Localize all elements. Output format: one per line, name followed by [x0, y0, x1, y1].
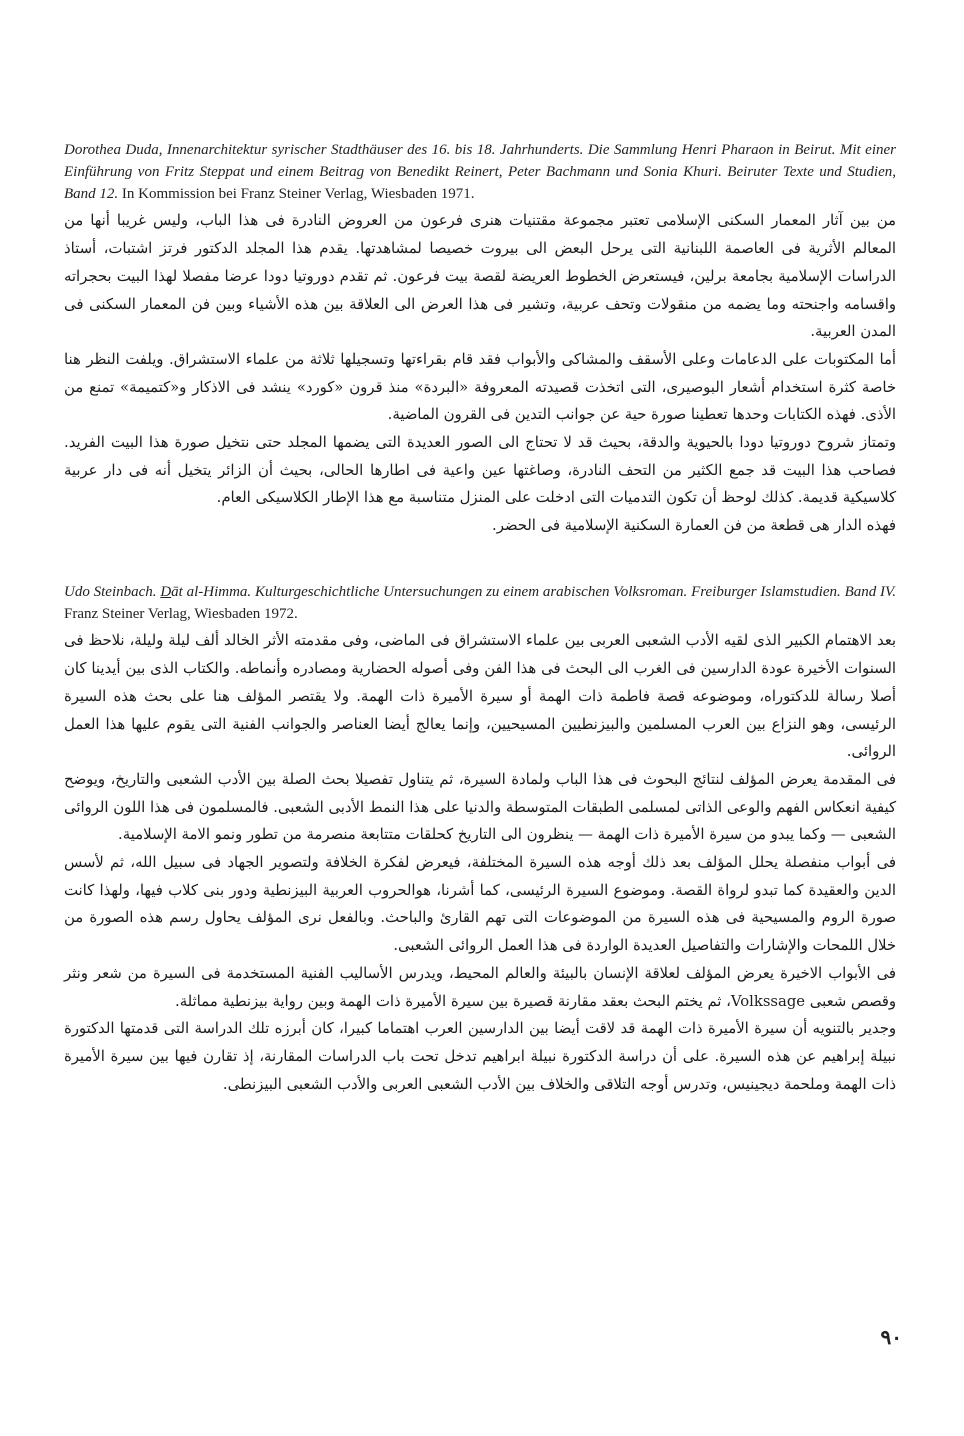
review-1-author: Dorothea Duda, — [64, 142, 167, 158]
review-2-subtitle: Kulturgeschichtliche Untersuchungen zu einem arabischen Volksroman. Freiburger Islamstudien. Band IV. — [251, 583, 897, 600]
review-1 — [64, 140, 896, 540]
review-1-paragraph: وتمتاز شروح دوروتيا دودا بالحيوية والدقة، بحيث قد لا تحتاج الى الصور العديدة التى يضمها المجلد حتى نتخيل صورة هذا البيت الفريد. فصاحب هذا البيت قد جمع الكثير من التحف النادرة، وصاغتها عين واعية فى اطارها الحالى، بحيث أن الزائر يتخيل أنه فى دار عربية كلاسيكية قديمة. كذلك لوحظ أن تكون التدميات التى ادخلت على المنزل متناسبة مع هذا الإطار الكلاسيكى العام. — [64, 434, 896, 507]
section-gap — [64, 540, 896, 582]
review-1-text — [64, 207, 896, 539]
review-2-paragraph: فى أبواب منفصلة يحلل المؤلف بعد ذلك أوجه هذه السيرة المختلفة، فيعرض لفكرة الخلافة ولتصوير الجهاد فى سبيل الله، ثم لأسس الدين والعقيدة كما تبدو لرواة القصة. وموضوع السيرة الرئيسى، كما أشرنا، هوالحروب العربية البيزنطية ودور بنى كلاب فيها، ولهذا كانت صورة الروم والمسيحية فى هذه السيرة من الموضوعات التى تهم القارئ والباحث. وبالفعل نرى المؤلف يحاول رسم هذه الصورة من خلال اللمحات والإشارات والتفاصيل العديدة الواردة فى هذا العمل الروائى الشعبى. — [64, 854, 896, 955]
review-2-publisher: Franz Steiner Verlag, Wiesbaden 1972. — [64, 605, 298, 622]
page-number: ٩٠ — [880, 1325, 902, 1349]
review-2-text — [64, 627, 896, 1098]
review-2-paragraph: بعد الاهتمام الكبير الذى لقيه الأدب الشعبى العربى بين علماء الاستشراق فى الماضى، وفى مقدمته الأثر الخالد ألف ليلة وليلة، نلاحظ فى السنوات الأخيرة عودة الدارسين فى الغرب الى البحث فى هذا الفن وفى أصوله الحضارية ومصادره وأنماطه. والكتاب الذى بين أيدينا كان أصلا رسالة للدكتوراه، وموضوعه قصة فاطمة ذات الهمة أو سيرة الأميرة ذات الهمة. ولا يقتصر المؤلف هنا على بحث هذه السيرة الرئيسى، وهو النزاع بين العرب المسلمين والبيزنطيين المسيحيين، وإنما يعالج أيضا العناصر والجوانب الفنية التى يقوم عليها هذا العمل الروائى. — [64, 632, 896, 761]
review-2-paragraph: فى الأبواب الاخيرة يعرض المؤلف لعلاقة الإنسان بالبيئة والعالم المحيط، ويدرس الأساليب الفنية المستخدمة فى السيرة من شعر ونثر وقصص شعبى Volkssage، ثم يختم البحث بعقد مقارنة قصيرة بين سيرة الأميرة ذات الهمة وبين رواية بيزنطية مماثلة. — [64, 964, 896, 1010]
review-1-paragraph: فهذه الدار هى قطعة من فن العمارة السكنية الإسلامية فى الحضر. — [492, 517, 896, 535]
review-2-title: āt al-Himma. — [171, 583, 252, 600]
review-2-author: Udo Steinbach. — [64, 583, 161, 600]
review-2-paragraph: فى المقدمة يعرض المؤلف لنتائج البحوث فى هذا الباب ولمادة السيرة، ثم يتناول تفصيلا بحث الصلة بين الأدب الشعبى والتاريخ، ويوضح كيفية انعكاس الفهم والوعى الذاتى لمسلمى الطبقات المتوسطة والدنيا على هذا النمط الأدبى الشعبى. فالمسلمون فى هذا اللون الروائى الشعبى — وكما يبدو من سيرة الأميرة ذات الهمة — ينظرون الى التاريخ كحلقات متتابعة منصرمة من تطور ونمو الامة الإسلامية. — [64, 770, 896, 844]
review-2-paragraph: وجدير بالتنويه أن سيرة الأميرة ذات الهمة قد لاقت أيضا بين الدارسين العرب اهتماما كبيرا، كان أبرزه تلك الدراسة التى قدمتها الدكتورة نبيلة إبراهيم عن هذه السيرة. على أن دراسة الدكتورة نبيلة ابراهيم تدخل تحت باب الدراسات المقارنة، إذ تقارن فيها بين سيرة الأميرة ذات الهمة وملحمة ديجينيس، وتدرس أوجه التلاقى والخلاف بين الأدب الشعبى العربى والأدب الشعبى البيزنطى. — [64, 1020, 896, 1093]
review-2-citation — [64, 582, 896, 626]
review-2-title-initial: D — [160, 583, 172, 600]
review-1-title: Innenarchitektur syrischer Stadthäuser des 16. bis 18. Jahrhunderts. Die Sammlung Henri Pharaon in Beirut. Mit einer Einführung von Fritz Steppat und einem Beitrag von Benedikt Reinert, Peter Bachmann und Sonia Khuri. Beiruter Texte und Studien, Band 12. — [64, 142, 896, 202]
review-1-publisher: In Kommission bei Franz Steiner Verlag, Wiesbaden 1971. — [118, 185, 475, 202]
review-2 — [64, 582, 896, 1099]
review-1-paragraph: من بين آثار المعمار السكنى الإسلامى تعتبر مجموعة مقتنيات هنرى فرعون من العروض النادرة فى هذا الباب، وليس غريبا أنها من المعالم الأثرية فى العاصمة اللبنانية التى يرحل البعض الى بيروت خصيصا لمشاهدتها. يقدم هذا المجلد الدكتور فرتز اشتبات، أستاذ الدراسات الإسلامية بجامعة برلين، فيستعرض الخطوط العريضة لقصة بيت فرعون. ثم تقدم دوروتيا دودا عرضا مفصلا لهذا البيت بحجراته واقسامه واجنحته وما يضمه من منقولات وتحف عربية، وتشير فى هذا العرض الى العلاقة بين هذه الأشياء وبين فن المعمار السكنى فى المدن العربية. — [64, 212, 896, 341]
review-1-citation — [64, 140, 896, 205]
page-body — [64, 140, 896, 1098]
review-1-paragraph: أما المكتوبات على الدعامات وعلى الأسقف والمشاكى والأبواب فقد قام بقراءتها وتسجيلها ثلاثة من علماء الاستشراق. ويلفت النظر هنا خاصة كثرة استخدام أشعار البوصيرى، التى اتخذت قصيدته المعروفة «البردة» منذ قرون «كورد» ينشد فى الاذكار و«كتميمة» تمنع من الأذى. فهذه الكتابات وحدها تعطينا صورة حية عن جوانب التدين فى القرون الماضية. — [64, 350, 896, 424]
